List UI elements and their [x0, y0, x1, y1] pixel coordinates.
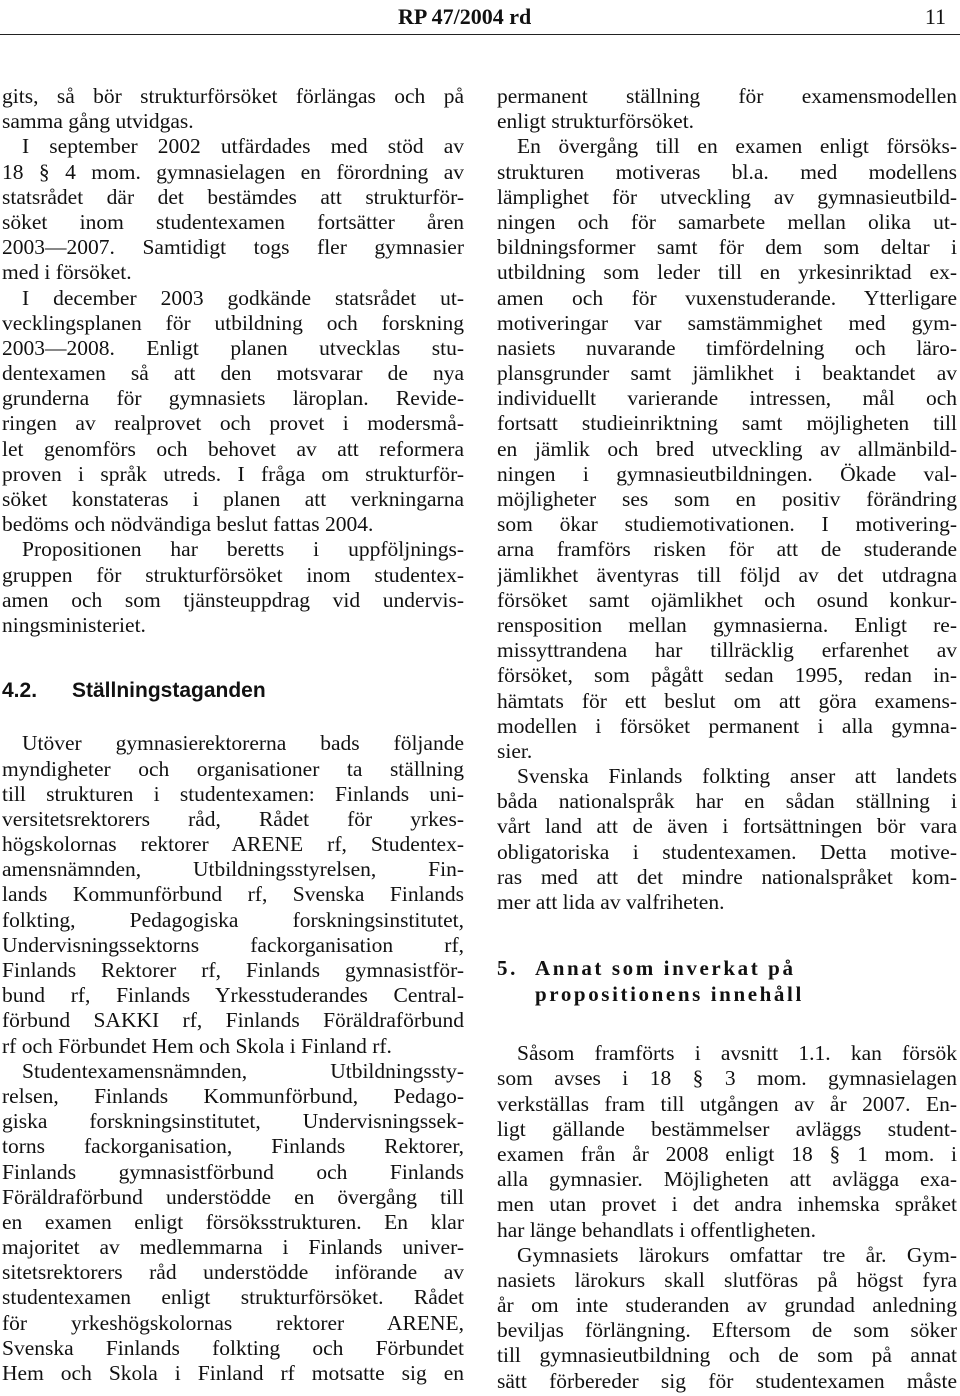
text-line: amensnämnden, Utbildningsstyrelsen, Fin-	[2, 857, 464, 882]
text-line: som ökar studiemotivationen. I motivering-	[497, 512, 957, 537]
text-line: jämlikhet äventyras till följd av det utdragna	[497, 562, 957, 587]
spacer	[2, 638, 464, 663]
text-line: Svenska Finlands folkting anser att landets	[517, 764, 957, 789]
page-number: 11	[924, 4, 946, 29]
text-line: arna framförs risken för att de studerande	[497, 537, 957, 562]
spacer	[497, 915, 957, 955]
text-line: I december 2003 godkände statsrådet ut-	[22, 285, 464, 310]
paragraph	[2, 134, 464, 285]
text-line: 2003—2007. Samtidigt togs fler gymnasier	[2, 235, 464, 260]
text-line: för yrkeshögskolornas rektorer ARENE,	[2, 1310, 464, 1335]
text-line: amen och för vuxenstuderande. Ytterligare	[497, 285, 957, 310]
text-line: Finlands gymnasistförbund och Finlands	[2, 1159, 464, 1184]
text-line: sitetsrektorers råd understödde införande av	[2, 1260, 464, 1285]
text-line: fortsatt studieinriktning samt möjligheten till	[497, 411, 957, 436]
text-line: men utan provet i det andra inhemska språket	[497, 1192, 957, 1217]
text-line: möjligheter ses som en positiv förändring	[497, 487, 957, 511]
text-line: majoritet av medlemmarna i Finlands univer-	[2, 1235, 464, 1260]
text-line: Gymnasiets lärokurs omfattar tre år. Gym-	[517, 1242, 957, 1267]
text-line: rensposition mellan gymnasierna. Enligt re-	[497, 612, 957, 637]
text-line: hämtats för ett beslut om att göra examens-	[497, 688, 957, 713]
paragraph	[497, 1243, 957, 1394]
text-line: Utöver gymnasierektorerna bads följande	[22, 731, 464, 756]
spacer	[497, 1007, 957, 1041]
text-line: söket inom studentexamen fortsätter åren	[2, 209, 464, 234]
text-line: gruppen för strukturförsöket inom studentex-	[2, 562, 464, 587]
text-line: Finlands Rektorer rf, Finlands gymnasistför-	[2, 958, 464, 982]
text-line: ningsministeriet.	[2, 612, 146, 637]
text-line: har länge behandlats i offentligheten.	[497, 1217, 817, 1242]
text-line: verkställas fram till utgången av år 2007. En-	[497, 1091, 957, 1116]
text-line: nasiets nuvarande timfördelning och läro-	[497, 335, 957, 360]
text-line: missyttrandena har tillräcklig erfarenhet av	[497, 638, 957, 663]
text-line: versitetsrektorers råd, Rådet för yrkes-	[2, 806, 464, 831]
paragraph	[497, 134, 957, 764]
text-line: Såsom framförts i avsnitt 1.1. kan försök	[517, 1041, 957, 1066]
text-line: En övergång till en examen enligt försöks-	[517, 134, 957, 159]
text-line: motiveringar var samstämmighet med gym-	[497, 310, 957, 335]
text-line: Studentexamensnämnden, Utbildningssty-	[22, 1058, 464, 1083]
text-line: söket konstateras i planen att verkningarna	[2, 487, 464, 511]
text-line: statsrådet där det bestämdes att strukturför-	[2, 184, 464, 209]
left-column	[2, 84, 464, 1386]
text-line: Hem och Skola i Finland rf motsatte sig en	[2, 1361, 464, 1385]
text-line: vecklingsplanen för utbildning och forskning	[2, 310, 464, 335]
text-line: bund rf, Finlands Yrkesstuderandes Central-	[2, 983, 464, 1008]
text-line: en jämlik och bred utveckling av allmänbild-	[497, 436, 957, 461]
text-line: 18 § 4 mom. gymnasielagen en förordning av	[2, 159, 464, 184]
text-line: ningen i gymnasieutbildningen. Ökade val-	[497, 461, 957, 486]
text-line: let genomförs och behovet av att reformera	[2, 436, 464, 461]
text-line: Propositionen har beretts i uppföljnings-	[22, 537, 464, 562]
text-line: individuellt varierande intressen, mål och	[497, 386, 957, 411]
text-line: rf och Förbundet Hem och Skola i Finland rf.	[2, 1033, 392, 1058]
text-line: till gymnasieutbildning och de som på annat	[497, 1343, 957, 1368]
text-line: plansgrunder samt jämlikhet i beaktandet av	[497, 361, 957, 386]
text-line: studentexamen enligt strukturförsöket. Rådet	[2, 1285, 464, 1310]
paragraph	[2, 731, 464, 1058]
text-line: alla gymnasier. Möjligheten att avlägga exa-	[497, 1167, 957, 1192]
chapter-title-line1: Annat som inverkat på	[535, 956, 796, 981]
paragraph	[2, 537, 464, 638]
text-line: amen och som tjänsteuppdrag vid undervis-	[2, 587, 464, 612]
text-line: examen från år 2008 enligt 18 § 1 mom. i	[497, 1141, 957, 1166]
text-line: ringen av realprovet och provet i modersmå-	[2, 411, 464, 436]
text-line: folkting, Pedagogiska forskningsinstitutet,	[2, 907, 464, 932]
text-line: Svenska Finlands folkting och Förbundet	[2, 1335, 464, 1360]
text-line: förbund SAKKI rf, Finlands Föräldraförbund	[2, 1008, 464, 1033]
text-line: samma gång utvidgas.	[2, 109, 194, 134]
text-line: torns fackorganisation, Finlands Rektorer,	[2, 1134, 464, 1159]
chapter-number: 5.	[497, 956, 518, 981]
text-line: obligatoriska i studentexamen. Detta motive-	[497, 839, 957, 864]
text-line: båda nationalspråk har en sådan ställning i	[497, 789, 957, 814]
chapter-heading	[497, 955, 957, 1007]
text-line: modellen i försöket permanent i alla gymna-	[497, 713, 957, 738]
text-line: med i försöket.	[2, 260, 132, 285]
text-line: dentexamen så att den motsvarar de nya	[2, 361, 464, 386]
paragraph	[497, 84, 957, 134]
text-line: vårt land att de även i fortsättningen bör vara	[497, 814, 957, 839]
section-title: Ställningstaganden	[72, 679, 266, 703]
section-number: 4.2.	[2, 679, 38, 703]
text-line: bedöms och nödvändiga beslut fattas 2004.	[2, 512, 374, 537]
document-title: RP 47/2004 rd	[398, 4, 532, 29]
section-heading	[2, 663, 464, 709]
text-line: myndigheter och organisationer ta ställning	[2, 756, 464, 781]
text-line: försöket samt ojämlikhet och osund konkur-	[497, 587, 957, 612]
spacer	[2, 709, 464, 731]
text-line: enligt strukturförsöket.	[497, 109, 695, 134]
text-line: grunderna för gymnasiets läroplan. Revide-	[2, 386, 464, 411]
text-line: lands Kommunförbund rf, Svenska Finlands	[2, 882, 464, 907]
text-line: giska forskningsinstitutet, Undervisningssek-	[2, 1109, 464, 1134]
paragraph	[2, 84, 464, 134]
text-line: sätt förbereder sig för studentexamen måste	[497, 1368, 957, 1393]
text-line: relsen, Finlands Kommunförbund, Pedago-	[2, 1083, 464, 1108]
text-line: sier.	[497, 738, 533, 763]
text-line: högskolornas rektorer ARENE rf, Studentex-	[2, 832, 464, 857]
right-column	[497, 84, 957, 1394]
text-line: som avses i 18 § 3 mom. gymnasielagen	[497, 1066, 957, 1091]
paragraph	[2, 1059, 464, 1386]
paragraph	[497, 764, 957, 915]
text-line: permanent ställning för examensmodellen	[497, 84, 957, 108]
chapter-title-line2: propositionens innehåll	[535, 982, 804, 1007]
page-header	[0, 0, 960, 36]
text-line: bildningsformer samt för dem som deltar i	[497, 235, 957, 260]
text-line: ligt gällande bestämmelser avläggs student-	[497, 1116, 957, 1141]
text-line: försöket, som pågått sedan 1995, redan in-	[497, 663, 957, 688]
text-line: strukturen motiveras bl.a. med modellens	[497, 159, 957, 184]
text-line: en examen enligt försöksstrukturen. En klar	[2, 1209, 464, 1234]
text-line: år om inte studeranden av grundad anledning	[497, 1293, 957, 1318]
paragraph	[2, 286, 464, 538]
text-line: I september 2002 utfärdades med stöd av	[22, 134, 464, 159]
text-line: 2003—2008. Enligt planen utvecklas stu-	[2, 335, 464, 360]
text-line: gits, så bör strukturförsöket förlängas och på	[2, 84, 464, 108]
text-line: ras med att det mindre nationalspråket kom-	[497, 864, 957, 889]
text-line: proven i språk utreds. I fråga om strukturför-	[2, 461, 464, 486]
text-line: nasiets lärokurs skall slutföras på högst fyra	[497, 1267, 957, 1292]
text-line: mer att lida av valfriheten.	[497, 890, 725, 914]
text-line: till strukturen i studentexamen: Finlands uni-	[2, 781, 464, 806]
header-rule	[0, 34, 960, 35]
text-line: lämplighet för utveckling av gymnasieutbild-	[497, 184, 957, 209]
text-line: utbildning som leder till en yrkesinriktad ex-	[497, 260, 957, 285]
text-line: ningen och för samarbete mellan olika ut-	[497, 209, 957, 234]
paragraph	[497, 1041, 957, 1243]
text-line: Föräldraförbund understödde en övergång till	[2, 1184, 464, 1209]
text-line: Undervisningssektorns fackorganisation rf,	[2, 932, 464, 957]
text-line: beviljas förlängning. Eftersom de som söker	[497, 1318, 957, 1343]
